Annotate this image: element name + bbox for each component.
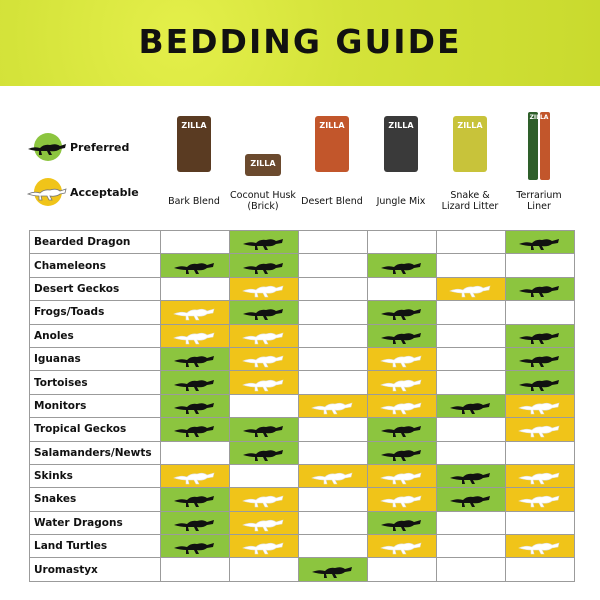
rating-cell — [230, 347, 299, 370]
product-image-5 — [436, 112, 504, 172]
rating-cell — [368, 535, 437, 558]
product-label: Desert Blend — [301, 196, 363, 207]
product-label: Coconut Husk (Brick) — [230, 190, 296, 212]
rating-cell — [506, 441, 575, 464]
rating-cell — [437, 511, 506, 534]
rating-cell — [299, 488, 368, 511]
rating-cell — [230, 511, 299, 534]
rating-cell — [506, 418, 575, 441]
lizard-icon — [310, 397, 356, 415]
lizard-icon — [241, 374, 287, 392]
table-row — [30, 558, 575, 581]
product-label: Snake & Lizard Litter — [441, 190, 499, 212]
species-name: Land Turtles — [30, 535, 161, 558]
rating-cell — [506, 277, 575, 300]
rating-cell — [299, 511, 368, 534]
lizard-icon — [172, 350, 218, 368]
species-name: Iguanas — [30, 347, 161, 370]
lizard-icon — [379, 490, 425, 508]
product-brand: ZILLA — [319, 121, 345, 130]
rating-cell — [299, 324, 368, 347]
legend-acceptable-label: Acceptable — [70, 185, 139, 199]
rating-cell — [506, 347, 575, 370]
table-row — [30, 464, 575, 487]
lizard-icon — [241, 514, 287, 532]
rating-cell — [437, 277, 506, 300]
rating-cell — [161, 301, 230, 324]
rating-cell — [368, 511, 437, 534]
lizard-icon — [241, 444, 287, 462]
table-row — [30, 441, 575, 464]
rating-cell — [437, 418, 506, 441]
rating-cell — [368, 231, 437, 254]
lizard-icon — [310, 561, 356, 579]
lizard-icon — [517, 490, 563, 508]
lizard-icon — [241, 327, 287, 345]
table-row — [30, 277, 575, 300]
product-brand: ZILLA — [250, 159, 276, 168]
rating-cell — [437, 441, 506, 464]
rating-cell — [299, 254, 368, 277]
rating-cell — [161, 371, 230, 394]
lizard-icon — [379, 327, 425, 345]
lizard-icon — [379, 537, 425, 555]
lizard-icon — [172, 303, 218, 321]
lizard-icon — [241, 420, 287, 438]
species-name: Desert Geckos — [30, 277, 161, 300]
table-row — [30, 347, 575, 370]
rating-cell — [230, 324, 299, 347]
product-brand: ZILLA — [457, 121, 483, 130]
product-bag — [453, 116, 487, 172]
rating-cell — [230, 254, 299, 277]
species-name: Anoles — [30, 324, 161, 347]
species-name: Salamanders/Newts — [30, 441, 161, 464]
table-row — [30, 324, 575, 347]
rating-cell — [299, 441, 368, 464]
rating-cell — [230, 535, 299, 558]
lizard-icon — [379, 374, 425, 392]
product-bag — [177, 116, 211, 172]
lizard-icon — [241, 537, 287, 555]
rating-cell — [506, 558, 575, 581]
lizard-icon — [172, 327, 218, 345]
lizard-icon — [448, 397, 494, 415]
lizard-icon — [517, 350, 563, 368]
lizard-icon — [517, 537, 563, 555]
rating-cell — [161, 347, 230, 370]
rating-cell — [161, 558, 230, 581]
table-row — [30, 301, 575, 324]
rating-cell — [437, 347, 506, 370]
rating-cell — [368, 394, 437, 417]
rating-cell — [506, 254, 575, 277]
table-row — [30, 394, 575, 417]
rating-cell — [299, 231, 368, 254]
rating-cell — [368, 347, 437, 370]
rating-cell — [161, 254, 230, 277]
lizard-icon — [241, 257, 287, 275]
rating-cell — [506, 371, 575, 394]
rating-cell — [161, 394, 230, 417]
product-bag — [528, 112, 550, 180]
rating-cell — [437, 371, 506, 394]
lizard-icon — [241, 490, 287, 508]
lizard-icon — [379, 303, 425, 321]
lizard-icon — [310, 467, 356, 485]
rating-cell — [368, 254, 437, 277]
rating-cell — [506, 488, 575, 511]
rating-cell — [299, 371, 368, 394]
lizard-icon — [26, 182, 70, 202]
lizard-icon — [379, 420, 425, 438]
lizard-icon — [379, 514, 425, 532]
rating-cell — [161, 418, 230, 441]
lizard-icon — [172, 537, 218, 555]
rating-cell — [506, 301, 575, 324]
species-name: Tropical Geckos — [30, 418, 161, 441]
product-image-4 — [367, 112, 435, 172]
rating-cell — [161, 535, 230, 558]
rating-cell — [299, 301, 368, 324]
rating-cell — [161, 277, 230, 300]
rating-cell — [230, 371, 299, 394]
rating-cell — [299, 535, 368, 558]
product-bag — [245, 154, 281, 176]
rating-cell — [368, 464, 437, 487]
rating-cell — [437, 535, 506, 558]
species-name: Chameleons — [30, 254, 161, 277]
rating-cell — [368, 301, 437, 324]
product-image-3 — [298, 112, 366, 172]
legend-preferred — [34, 133, 129, 161]
rating-cell — [299, 464, 368, 487]
rating-cell — [299, 277, 368, 300]
lizard-icon — [172, 374, 218, 392]
rating-cell — [368, 488, 437, 511]
lizard-icon — [172, 467, 218, 485]
rating-cell — [437, 324, 506, 347]
rating-cell — [506, 394, 575, 417]
lizard-icon — [172, 397, 218, 415]
lizard-icon — [448, 467, 494, 485]
rating-cell — [368, 418, 437, 441]
rating-cell — [161, 324, 230, 347]
rating-cell — [161, 488, 230, 511]
product-label: Terrarium Liner — [516, 190, 562, 212]
rating-cell — [437, 394, 506, 417]
lizard-icon — [517, 420, 563, 438]
lizard-icon — [241, 350, 287, 368]
rating-cell — [506, 464, 575, 487]
species-name: Bearded Dragon — [30, 231, 161, 254]
product-image-6 — [505, 112, 573, 180]
rating-cell — [230, 488, 299, 511]
page-title: BEDDING GUIDE — [138, 22, 462, 61]
lizard-icon — [172, 514, 218, 532]
legend-acceptable-dot — [34, 178, 62, 206]
lizard-icon — [26, 137, 70, 157]
rating-cell — [230, 231, 299, 254]
rating-cell — [161, 231, 230, 254]
lizard-icon — [517, 280, 563, 298]
species-name: Water Dragons — [30, 511, 161, 534]
rating-cell — [161, 441, 230, 464]
lizard-icon — [241, 280, 287, 298]
product-bag — [384, 116, 418, 172]
rating-cell — [437, 301, 506, 324]
rating-cell — [230, 464, 299, 487]
rating-cell — [299, 394, 368, 417]
species-name: Frogs/Toads — [30, 301, 161, 324]
legend-preferred-label: Preferred — [70, 140, 130, 154]
legend-preferred-dot — [34, 133, 62, 161]
lizard-icon — [379, 257, 425, 275]
table-row — [30, 254, 575, 277]
product-brand: ZILLA — [181, 121, 207, 130]
rating-cell — [506, 324, 575, 347]
rating-cell — [437, 231, 506, 254]
species-name: Skinks — [30, 464, 161, 487]
rating-cell — [299, 558, 368, 581]
species-name: Monitors — [30, 394, 161, 417]
table-row — [30, 231, 575, 254]
product-bag — [315, 116, 349, 172]
rating-cell — [299, 347, 368, 370]
lizard-icon — [241, 303, 287, 321]
rating-cell — [368, 324, 437, 347]
legend-acceptable — [34, 178, 139, 206]
product-brand: ZILLA — [529, 114, 549, 121]
rating-cell — [161, 511, 230, 534]
lizard-icon — [448, 280, 494, 298]
rating-cell — [230, 394, 299, 417]
rating-cell — [230, 441, 299, 464]
table-row — [30, 511, 575, 534]
rating-cell — [437, 464, 506, 487]
lizard-icon — [379, 444, 425, 462]
rating-cell — [230, 301, 299, 324]
rating-cell — [230, 418, 299, 441]
lizard-icon — [379, 397, 425, 415]
rating-cell — [437, 488, 506, 511]
lizard-icon — [517, 467, 563, 485]
lizard-icon — [241, 233, 287, 251]
rating-cell — [506, 511, 575, 534]
lizard-icon — [448, 490, 494, 508]
rating-cell — [437, 254, 506, 277]
lizard-icon — [172, 490, 218, 508]
rating-cell — [368, 441, 437, 464]
table-row — [30, 371, 575, 394]
species-name: Snakes — [30, 488, 161, 511]
rating-cell — [230, 277, 299, 300]
rating-cell — [161, 464, 230, 487]
lizard-icon — [517, 233, 563, 251]
bedding-table — [29, 230, 575, 582]
product-brand: ZILLA — [388, 121, 414, 130]
rating-cell — [506, 231, 575, 254]
rating-cell — [368, 558, 437, 581]
lizard-icon — [172, 257, 218, 275]
rating-cell — [299, 418, 368, 441]
table-row — [30, 535, 575, 558]
lizard-icon — [517, 327, 563, 345]
product-label: Bark Blend — [168, 196, 220, 207]
product-image-1 — [160, 112, 228, 172]
rating-cell — [506, 535, 575, 558]
rating-cell — [368, 277, 437, 300]
rating-cell — [368, 371, 437, 394]
lizard-icon — [517, 374, 563, 392]
product-image-2 — [229, 112, 297, 176]
rating-cell — [437, 558, 506, 581]
lizard-icon — [379, 350, 425, 368]
lizard-icon — [379, 467, 425, 485]
rating-cell — [230, 558, 299, 581]
table-row — [30, 488, 575, 511]
table-row — [30, 418, 575, 441]
species-name: Uromastyx — [30, 558, 161, 581]
lizard-icon — [517, 397, 563, 415]
species-name: Tortoises — [30, 371, 161, 394]
product-label: Jungle Mix — [376, 196, 426, 207]
lizard-icon — [172, 420, 218, 438]
